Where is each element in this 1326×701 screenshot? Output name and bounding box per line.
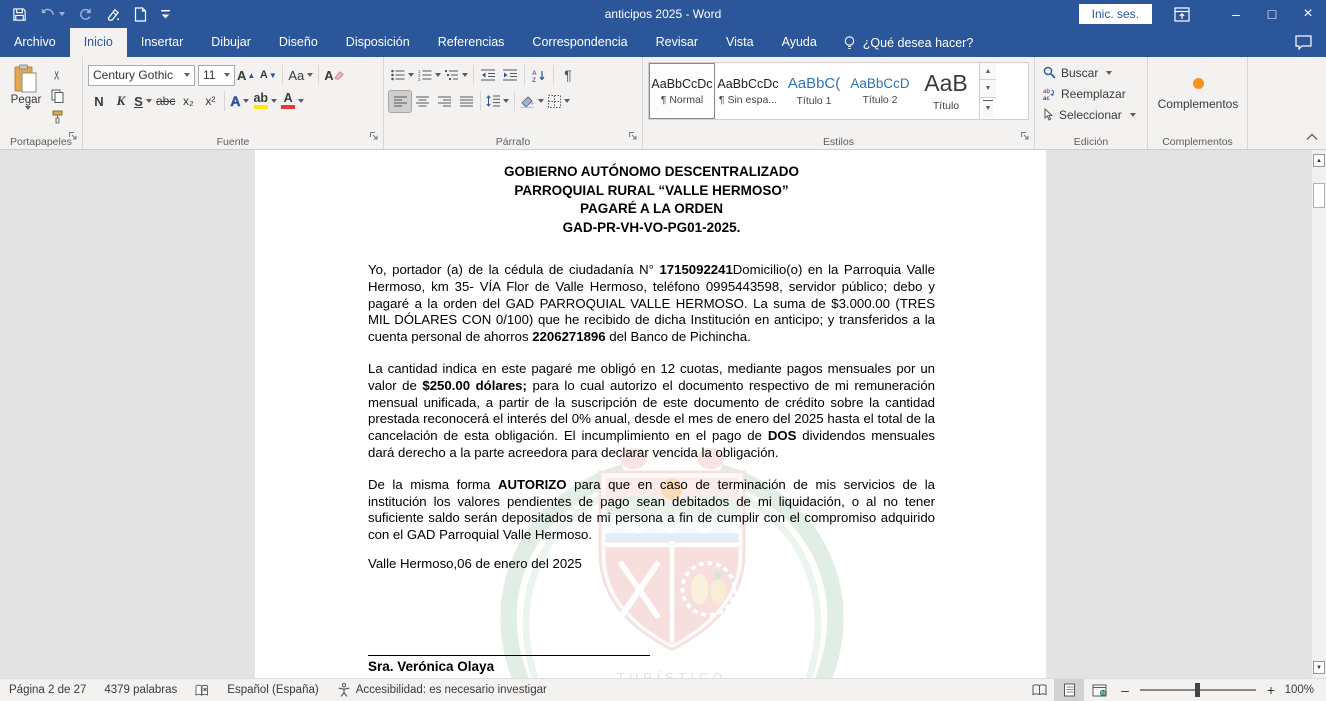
text-effects-button[interactable]: A — [228, 91, 251, 112]
bullets-icon — [391, 69, 405, 81]
minimize-button[interactable]: – — [1232, 6, 1240, 22]
paragraph-mark-icon: ¶ — [564, 67, 572, 83]
cut-button[interactable] — [47, 66, 67, 83]
tell-me-label: ¿Qué desea hacer? — [862, 35, 974, 50]
italic-button[interactable]: K — [116, 93, 126, 108]
text-highlight-button[interactable]: ab — [251, 91, 279, 112]
zoom-percentage[interactable]: 100% — [1284, 684, 1314, 696]
align-center-icon — [416, 96, 429, 107]
paste-button[interactable] — [5, 62, 47, 132]
borders-icon — [548, 95, 561, 108]
numbering-icon — [418, 69, 432, 81]
shading-icon — [520, 95, 535, 108]
align-center-button[interactable] — [411, 91, 433, 112]
bullets-button[interactable] — [389, 65, 416, 86]
heading-line-3: PAGARÉ A LA ORDEN — [579, 201, 723, 216]
word-count[interactable]: 4379 palabras — [104, 684, 178, 696]
proofing-error-icon — [195, 684, 209, 697]
align-right-icon — [438, 96, 451, 107]
paste-icon — [13, 64, 39, 94]
font-color-bar — [281, 105, 295, 109]
collapse-ribbon-button[interactable] — [1306, 128, 1318, 146]
zoom-slider-thumb[interactable] — [1195, 683, 1200, 697]
comment-icon — [1295, 35, 1312, 50]
language-indicator[interactable]: Español (España) — [227, 684, 319, 696]
justify-button[interactable] — [455, 91, 477, 112]
search-icon — [1043, 66, 1056, 79]
align-left-icon — [394, 96, 407, 107]
group-label-fuente: Fuente — [216, 136, 250, 148]
highlight-dropdown-icon — [271, 99, 277, 103]
font-name-combobox[interactable] — [88, 65, 195, 86]
clear-formatting-button[interactable]: A — [322, 65, 345, 86]
select-button[interactable]: Seleccionar — [1040, 104, 1142, 125]
complementos-button[interactable]: Complementos — [1153, 62, 1243, 126]
signature-name: Sra. Verónica Olaya — [368, 659, 495, 674]
show-formatting-marks-button[interactable] — [557, 65, 579, 86]
new-document-icon — [134, 7, 147, 22]
style-titulo-1[interactable]: AaBbC( Título 1 — [787, 75, 841, 107]
svg-text:Z: Z — [532, 76, 536, 82]
borders-button[interactable] — [546, 91, 572, 112]
lightbulb-icon — [843, 35, 856, 51]
signature-block — [368, 655, 650, 674]
group-fuente — [83, 57, 384, 149]
strikethrough-button[interactable]: abc — [156, 94, 176, 108]
document-canvas[interactable] — [0, 150, 1311, 678]
styles-more-button[interactable]: ▼ — [983, 100, 993, 117]
find-dropdown-icon — [1106, 71, 1112, 75]
svg-text:2: 2 — [418, 73, 421, 78]
feedback-button[interactable] — [1295, 28, 1326, 57]
svg-text:A: A — [532, 69, 537, 77]
style-normal[interactable]: AaBbCcDc ¶ Normal — [649, 63, 715, 119]
ribbon-tab-row — [0, 28, 1326, 57]
styles-scroll-up-button[interactable]: ▲ — [980, 63, 996, 80]
print-layout-icon — [1063, 683, 1076, 697]
group-label-edicion: Edición — [1073, 136, 1109, 148]
paragraph-3: De la misma forma AUTORIZO para que en caso de terminación de mis servicios de la institución los valores pendientes de pago sean debitados de mi liquidación, o al no tener suficiente saldo serán depositados de mi persona a fin de cumplir con el compromiso adquirido con el GAD Parroquial Valle Hermoso. — [368, 476, 935, 543]
portapapeles-dialog-launcher[interactable] — [68, 128, 78, 146]
font-color-dropdown-icon — [298, 99, 304, 103]
tab-dibujar[interactable]: Dibujar — [211, 35, 251, 49]
heading-line-2: PARROQUIAL RURAL “VALLE HERMOSO” — [514, 182, 789, 198]
group-label-portapapeles: Portapapeles — [10, 136, 72, 148]
svg-text:1: 1 — [418, 69, 421, 74]
tab-disposicion[interactable]: Disposición — [345, 35, 410, 49]
subscript-button[interactable]: x₂ — [183, 94, 194, 108]
scrollbar-thumb[interactable] — [1313, 183, 1325, 208]
window-controls — [1079, 0, 1326, 28]
replace-button[interactable]: ab ac Reemplazar — [1043, 86, 1126, 101]
tab-referencias[interactable]: Referencias — [437, 35, 505, 49]
align-left-button[interactable] — [389, 91, 411, 112]
tab-ayuda[interactable]: Ayuda — [781, 35, 817, 49]
format-painter-icon — [51, 110, 64, 124]
tab-vista[interactable]: Vista — [726, 35, 754, 49]
shrink-font-button[interactable]: A ▼ — [259, 69, 277, 81]
shading-button[interactable] — [518, 91, 546, 112]
paste-label: Pegar — [10, 94, 42, 106]
align-right-button[interactable] — [433, 91, 455, 112]
group-portapapeles — [0, 57, 83, 149]
font-size-dropdown-icon — [224, 73, 230, 77]
font-name-value: Century Gothic — [93, 68, 174, 82]
web-layout-icon — [1092, 684, 1107, 697]
justify-icon — [460, 96, 473, 107]
tell-me-search[interactable] — [831, 28, 986, 57]
parrafo-dialog-launcher[interactable] — [628, 128, 638, 146]
paragraph-2: La cantidad indica en este pagaré me obligó en 12 cuotas, mediante pagos mensuales por un valor de $250.00 dólares; para lo cual autorizo el documento respectivo de mi remuneración mensual unificada, a partir de la suscripción de este documento de crédito sobre la cantidad prestada reconocerá el interés del 0% anual, desde el mes de enero del 2025 hasta el total de la cancelación de esta obligación. El incumplimiento en el pago de DOS dividendos mensuales dará derecho a la parte acreedora para declarar vencida la obligación. — [368, 360, 935, 460]
ribbon-display-options-button[interactable] — [1174, 7, 1190, 22]
tab-inicio[interactable]: Inicio — [70, 28, 127, 57]
tab-diseno[interactable]: Diseño — [278, 35, 318, 49]
eraser-button[interactable] — [105, 7, 121, 22]
web-layout-button[interactable] — [1084, 679, 1114, 701]
find-button[interactable]: Buscar — [1040, 62, 1142, 83]
line-spacing-icon — [486, 95, 500, 107]
select-cursor-icon — [1043, 108, 1054, 121]
font-size-combobox[interactable] — [198, 65, 235, 86]
redo-button[interactable] — [78, 7, 92, 21]
proofing-status[interactable] — [186, 684, 218, 697]
format-painter-button[interactable] — [47, 108, 67, 125]
select-dropdown-icon — [1130, 113, 1136, 117]
save-icon — [12, 7, 27, 22]
increase-indent-icon — [503, 69, 517, 81]
sign-in-button[interactable]: Inic. ses. — [1079, 4, 1152, 24]
font-name-dropdown-icon — [184, 73, 190, 77]
read-mode-icon — [1032, 684, 1047, 696]
styles-gallery — [648, 62, 1029, 120]
clear-formatting-eraser-icon — [334, 70, 344, 80]
window-title: anticipos 2025 - Word — [604, 7, 722, 21]
line-spacing-button[interactable] — [484, 91, 511, 112]
copy-icon — [51, 89, 64, 103]
scissors-icon: ✂ — [50, 69, 64, 80]
copy-button[interactable] — [47, 87, 67, 104]
addin-icon — [1193, 78, 1204, 89]
document-heading — [368, 163, 935, 237]
scroll-up-button[interactable]: ▲ — [1313, 154, 1325, 167]
font-size-value: 11 — [203, 68, 216, 82]
style-titulo[interactable]: AaB Título — [924, 70, 968, 112]
superscript-button[interactable]: x² — [205, 94, 216, 108]
accessibility-status[interactable] — [328, 683, 556, 697]
tab-archivo[interactable]: Archivo — [14, 35, 56, 49]
redo-icon — [78, 7, 92, 21]
svg-text:ab: ab — [1043, 89, 1051, 95]
underline-button[interactable]: S — [132, 91, 154, 112]
sort-icon — [532, 69, 546, 82]
save-button[interactable] — [12, 7, 27, 22]
clipboard-small-buttons — [47, 62, 67, 132]
style-titulo-2[interactable]: AaBbCcD Título 2 — [850, 76, 910, 106]
chevron-up-icon — [1306, 133, 1318, 141]
group-label-estilos: Estilos — [823, 136, 854, 148]
decrease-indent-icon — [481, 69, 495, 81]
new-document-button[interactable] — [134, 7, 147, 22]
group-edicion — [1035, 57, 1148, 149]
underline-dropdown-icon — [146, 99, 152, 103]
heading-line-4: GAD-PR-VH-VO-PG01-2025. — [562, 219, 741, 235]
heading-line-1: GOBIERNO AUTÓNOMO DESCENTRALIZADO — [504, 164, 799, 179]
bold-button[interactable]: N — [94, 93, 104, 109]
vertical-scrollbar[interactable] — [1311, 150, 1326, 678]
zoom-out-button[interactable]: – — [1121, 682, 1129, 698]
quick-access-toolbar — [0, 7, 171, 22]
zoom-slider[interactable] — [1140, 689, 1256, 691]
undo-icon — [40, 7, 56, 21]
group-label-complementos: Complementos — [1162, 136, 1233, 148]
grow-font-button[interactable]: A ▲ — [237, 67, 256, 83]
document-content[interactable] — [368, 163, 935, 571]
scroll-down-button[interactable]: ▼ — [1313, 661, 1325, 674]
decrease-indent-button[interactable] — [477, 65, 499, 86]
paste-dropdown-icon[interactable] — [25, 106, 31, 110]
numbering-button[interactable] — [416, 65, 443, 86]
style-sin-espaciado[interactable]: AaBbCcDc ¶ Sin espa... — [717, 76, 779, 106]
tab-insertar[interactable]: Insertar — [140, 35, 184, 49]
status-bar — [0, 678, 1326, 701]
sort-button[interactable] — [528, 65, 550, 86]
undo-button[interactable] — [40, 7, 65, 21]
font-color-button[interactable]: A — [279, 91, 306, 112]
svg-text:3: 3 — [418, 77, 421, 81]
customize-qat-icon — [160, 8, 171, 20]
svg-text:ac: ac — [1043, 96, 1050, 100]
accessibility-icon — [337, 683, 351, 697]
styles-gallery-scroll — [979, 63, 996, 119]
increase-indent-button[interactable] — [499, 65, 521, 86]
group-estilos — [643, 57, 1035, 149]
print-layout-button[interactable] — [1054, 679, 1084, 701]
ribbon-display-options-icon — [1174, 7, 1190, 22]
ribbon — [0, 57, 1326, 150]
customize-qat-button[interactable] — [160, 8, 171, 20]
maximize-button[interactable]: □ — [1267, 6, 1277, 22]
group-complementos — [1148, 57, 1248, 149]
document-page[interactable] — [255, 150, 1046, 678]
highlight-color-bar — [254, 105, 268, 109]
paragraph-1: Yo, portador (a) de la cédula de ciudadanía N° 1715092241Domicilio(o) en la Parroquia Valle Hermoso, km 35- VÍA Flor de Valle Hermoso, teléfono 0995443598, servidor público; debo y pagaré a la orden del GAD PARROQUIAL VALLE HERMOSO. La suma de $3.000.00 (TRES MIL DÓLARES CON 0/100) que he recibido de dicha Institución en anticipo; y transferidos a la cuenta personal de ahorros 2206271896 del Banco de Pichincha. — [368, 262, 935, 345]
styles-scroll-down-button[interactable]: ▼ — [980, 80, 996, 97]
group-parrafo — [384, 57, 643, 149]
multilevel-list-icon — [445, 69, 459, 81]
multilevel-list-button[interactable] — [443, 65, 470, 86]
accessibility-label: Accesibilidad: es necesario investigar — [355, 684, 547, 696]
eraser-icon — [105, 7, 121, 22]
tab-revisar[interactable]: Revisar — [655, 35, 698, 49]
zoom-in-button[interactable]: + — [1266, 682, 1276, 698]
close-button[interactable]: × — [1303, 5, 1313, 22]
page-indicator[interactable]: Página 2 de 27 — [9, 684, 87, 696]
fuente-dialog-launcher[interactable] — [369, 128, 379, 146]
tab-correspondencia[interactable]: Correspondencia — [532, 35, 628, 49]
replace-icon — [1043, 87, 1056, 100]
change-case-button[interactable]: Aa — [286, 65, 315, 86]
estilos-dialog-launcher[interactable] — [1020, 128, 1030, 146]
group-label-parrafo: Párrafo — [495, 136, 531, 148]
status-bar-right — [1024, 679, 1326, 701]
date-line: Valle Hermoso,06 de enero del 2025 — [368, 555, 582, 571]
undo-dropdown-icon[interactable] — [59, 12, 65, 16]
title-bar — [0, 0, 1326, 28]
read-mode-button[interactable] — [1024, 679, 1054, 701]
